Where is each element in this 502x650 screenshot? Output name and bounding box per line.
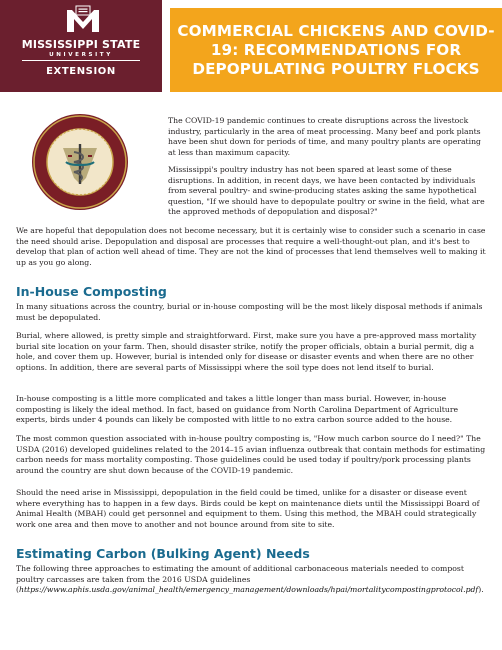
intro-paragraph-2a: [168, 165, 486, 218]
composting-paragraph-4: The most common question associated with in-house poultry composting is, "How much carbon source do I need?" The USDA (2016) developed guidelines related to the 2014–15 avian influenza outbreak that contain methods for estimating carbon needs for mass mortality composting. Those guidelines could be used today if poultry/pork processing plants around the country are shut down because of the COVID-19 pandemic.: [16, 434, 486, 475]
composting-paragraph-3: In-house composting is a little more complicated and takes a little longer than mass burial. However, in-house composting is likely the ideal method. In fact, based on guidance from North Carolina Department of Agriculture experts, birds under 4 pounds can likely be composted with little to no extra carbon source added to the house.: [16, 394, 459, 425]
carbon-paragraph-end: ).: [478, 585, 484, 595]
composting-paragraph-2: Burial, where allowed, is pretty simple and straightforward. First, make sure you have a pre-approved mass mortality burial site location on your farm. Then, should disaster strike, notify the proper officials, obtain a burial permit, dig a hole, and cover them up. However, burial is intended only for disease or disaster events and when there are no other options. In addition, there are several parts of Mississippi where the soil type does not lend itself to burial.: [16, 331, 477, 372]
board-of-animal-health-seal-icon: [30, 112, 130, 212]
university-subtitle: UNIVERSITY: [49, 52, 113, 58]
university-name: MISSISSIPPI STATE: [21, 38, 141, 51]
intro-paragraph-1: The COVID-19 pandemic continues to create disruptions across the livestock industry, particularly in the area of meat processing. Many beef and pork plants have been shut down for periods of time, and many poultry plants are operating at less than maximum capacity.: [168, 116, 481, 157]
page-title: COMMERCIAL CHICKENS AND COVID-19: RECOMMENDATIONS FOR DEPOPULATING POULTRY FLOCKS: [177, 21, 495, 78]
msu-m-emblem-icon: [66, 4, 100, 34]
intro-paragraph-2: Mississippi's poultry industry has not been spared at least some of these disruptions. In addition, in recent days, we have been contacted by individuals from several poultry- and swine-producing states asking the same hypothetical question, "If we should have to depopulate poultry or swine in the field, what are the approved methods of depopulation and disposal?": [168, 165, 485, 217]
logo-divider: [22, 60, 140, 61]
section-heading-estimating-carbon: Estimating Carbon (Bulking Agent) Needs: [16, 546, 310, 561]
title-banner: [170, 8, 502, 92]
composting-paragraph-1: In many situations across the country, burial or in-house composting will be the most likely disposal methods if animals must be depopulated.: [16, 302, 483, 322]
msu-extension-logo: [0, 0, 162, 92]
carbon-paragraph-text: The following three approaches to estimating the amount of additional carbonaceous materials needed to compost poultry carcasses are taken from the 2016 USDA guidelines (: [16, 564, 464, 595]
extension-label: EXTENSION: [46, 66, 116, 77]
composting-paragraph-5: Should the need arise in Mississippi, depopulation in the field could be timed, unlike for a disaster or disease event where everything has to happen in a few days. Birds could be kept on maintenance diets until the Mississippi Board of Animal Health (MBAH) could get personnel and equipment to them. Using this method, the MBAH could strategically work one area and then move to another and not bounce around from site to site.: [16, 488, 480, 529]
usda-guidelines-link[interactable]: https://www.aphis.usda.gov/animal_health/emergency_management/downloads/hpai/mortalitycompostingprotocol.pdf: [19, 585, 479, 595]
carbon-paragraph-1: [16, 564, 486, 596]
section-heading-in-house-composting: In-House Composting: [16, 284, 167, 299]
intro-paragraph-3: We are hopeful that depopulation does not become necessary, but it is certainly wise to consider such a scenario in case the need should arise. Depopulation and disposal are processes that require a well-thought-out plan, and it's best to develop that plan of action well ahead of time. They are not the kind of processes that lend themselves well to making it up as you go along.: [16, 226, 486, 267]
